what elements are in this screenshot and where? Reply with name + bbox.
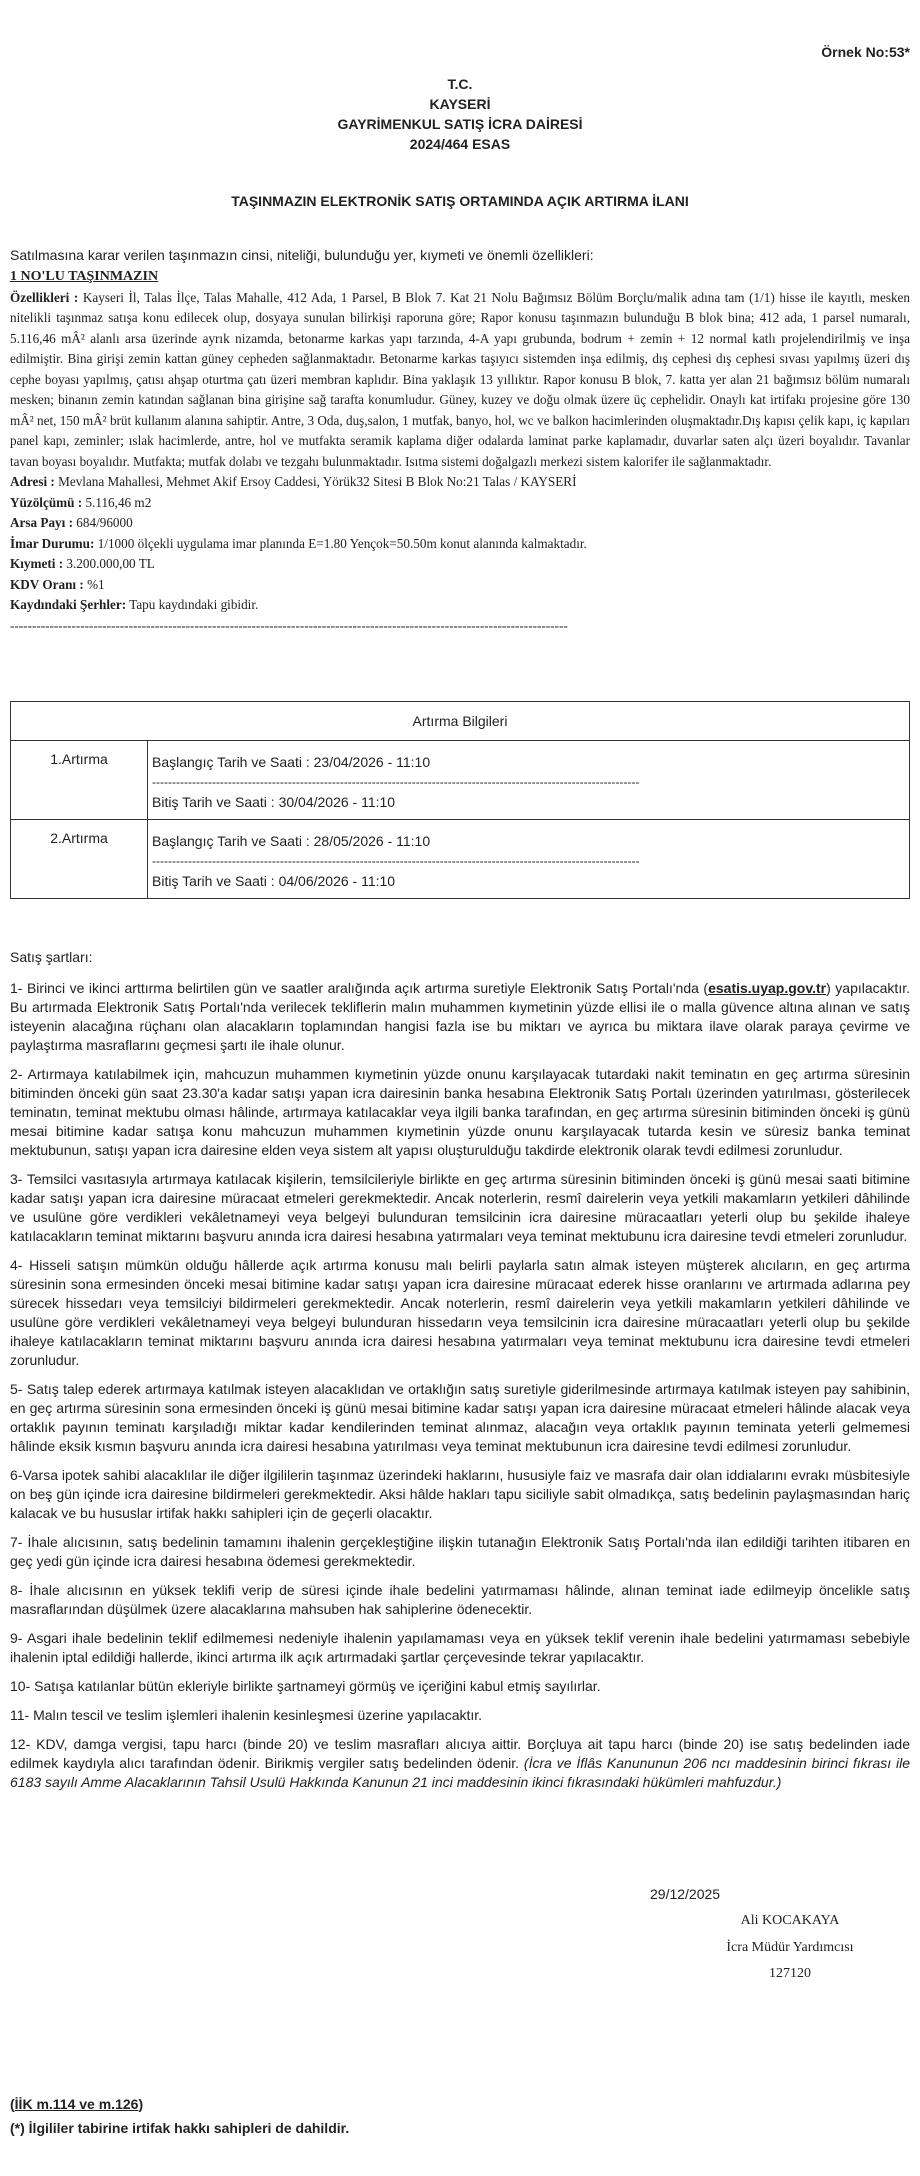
value-amount: 3.200.000,00 TL bbox=[63, 556, 155, 571]
auction-start: Başlangıç Tarih ve Saati : 23/04/2026 - 11:10 bbox=[152, 754, 431, 770]
term-2: 2- Artırmaya katılabilmek için, mahcuzun muhammen kıymetinin yüzde onunu karşılayacak tutardaki nakit teminatın en geç artırma süresinin bitiminden önceki gün saat 23.30'a kadar satışı yapan icra dairesinin banka hesabına Elektronik Satış Portalı üzerinden yatırılması, gösterilecek teminatın, teminat mektubu olması hâlinde, artırmaya katılacaklar veya ilgili banka tarafından, en geç artırma süresinin bitiminden önceki iş günü mesai bitimine kadar satışa konu mahcuzun muhammen kıymetinin yüzde onunu karşılayacak tutarda kesin ve süresiz banka teminat mektubunun, satışı yapan icra dairesine elden veya sistem alt yapısı oluşturulduğu takdirde elektronik olarak tevdi edilmesi zorunludur. bbox=[10, 1066, 910, 1158]
signatory-name: Ali KOCAKAYA bbox=[740, 1913, 840, 1928]
auction-end: Bitiş Tarih ve Saati : 04/06/2026 - 11:10 bbox=[152, 873, 396, 889]
property-area bbox=[10, 493, 910, 514]
share-value: 684/96000 bbox=[73, 515, 133, 530]
term-8: 8- İhale alıcısının en yüksek teklifi verip de süresi içinde ihale bedelini yatırmaması hâlinde, alınan teminat iade edilmeyip öncelikle satış masraflarından düşülmek üzere alacaklarına mahsuben hak sahiplerine ödenecektir. bbox=[10, 1582, 910, 1617]
term-5: 5- Satış talep ederek artırmaya katılmak isteyen alacaklıdan ve ortaklığın satış suretiyle giderilmesinde artırmaya katılmak isteyen pay sahibinin, en geç artırma süresinin sona ermesinden önceki iş günü mesai bitimine kadar satışı yapan icra dairesine müracaat etmeleri hâlinde alacak veya ortaklık payının teminatı karşıladığı miktar kadar kendilerinden teminat alınmaz, alacağın veya ortaklık payının teminata yeterli gelmemesi hâlinde eksik kısmın başvuru anında icra dairesi hesabına yatırılması veya teminat mektubunun icra dairesine tevdi edilmesi zorunludur. bbox=[10, 1381, 910, 1454]
document-title: TAŞINMAZIN ELEKTRONİK SATIŞ ORTAMINDA AÇIK ARTIRMA İLANI bbox=[231, 193, 689, 209]
address-value: Mevlana Mahallesi, Mehmet Akif Ersoy Caddesi, Yörük32 Sitesi B Blok No:21 Talas / KAYSERİ bbox=[54, 474, 577, 489]
vat-value: %1 bbox=[83, 576, 105, 592]
property-features bbox=[10, 288, 910, 473]
term-6: 6-Varsa ipotek sahibi alacaklılar ile diğer ilgililerin taşınmaz üzerindeki haklarını, hususiyle faiz ve masrafa dair olan iddialarını evrakı müsbitesiyle on beş gün içinde icra dairesine bildirmeleri gerekmektedir. Aksi hâlde hakları tapu siciliyle sabit olmadıkça, satış bedelinin paylaşmasından hariç kalacak ve bu hususlar irtifak hakkı sahipleri için de geçerli olacaktır. bbox=[10, 1467, 910, 1521]
auction-row bbox=[11, 741, 910, 820]
header-city: KAYSERİ bbox=[429, 96, 491, 112]
auction-start: Başlangıç Tarih ve Saati : 28/05/2026 - 11:10 bbox=[152, 833, 431, 849]
term-7: 7- İhale alıcısının, satış bedelinin tamamını ihalenin gerçekleştiğine ilişkin tutanağın Elektronik Satış Portalı'nda ilan edildiği tarihten itibaren en geç yedi gün içinde icra dairesi hesabına ödemesi gerekmektedir. bbox=[10, 1534, 910, 1569]
term-1-text: 1- Birinci ve ikinci arttırma belirtilen gün ve saatler aralığında açık artırma suretiyle Elektronik Satış Portalı'nda ( bbox=[10, 980, 709, 996]
esatis-link[interactable]: esatis.uyap.gov.tr bbox=[708, 980, 827, 996]
auction-dates bbox=[148, 820, 910, 899]
property-vat bbox=[10, 575, 910, 596]
footer-note: (*) İlgililer tabirine irtifak hakkı sahipleri de dahildir. bbox=[10, 2120, 350, 2136]
term-10: 10- Satışa katılanlar bütün ekleriyle birlikte şartnameyi görmüş ve içeriğini kabul etmiş sayılırlar. bbox=[10, 1678, 601, 1694]
header-case-number: 2024/464 ESAS bbox=[409, 136, 511, 152]
zoning-value: 1/1000 ölçekli uygulama imar planında E=1.80 Yençok=50.50m konut alanında kalmaktadır. bbox=[94, 535, 587, 551]
term-12-note: (İcra ve İflâs Kanununun 206 ncı maddesinin birinci fıkrası ile 6183 sayılı Amme Alacaklarının Tahsil Usulü Hakkında Kanunun 21 inci maddesinin ikinci fıkrasındaki hükümleri mahfuzdur.) bbox=[10, 1755, 910, 1790]
zoning-label: İmar Durumu: bbox=[10, 535, 95, 551]
property-value bbox=[10, 554, 910, 575]
property-zoning bbox=[10, 534, 910, 555]
term-3: 3- Temsilci vasıtasıyla artırmaya katılacak kişilerin, temsilcileriyle birlikte en geç artırma süresinin bitiminden önceki iş günü mesai saati bitimine kadar satışı yapan icra dairesine müracaat etmeleri gerekmektedir. Ancak noterlerin, resmî dairelerin veya yetkili makamların yetkileri dâhilinde ve usulüne göre verdikleri vekâletnameyi veya belgeyi bulunduran temsilcinin icra dairesine müracaatları yeterli olup bu şekilde ihaleye katılacakların teminat miktarını başvuru anında icra dairesi hesabına yatırmaları veya teminat mektubunu icra dairesine tevdi etmeleri zorunludur. bbox=[10, 1171, 910, 1244]
signatory-position: İcra Müdür Yardımcısı bbox=[726, 1940, 854, 1955]
area-value: 5.116,46 m2 bbox=[82, 494, 152, 510]
footer bbox=[10, 2092, 349, 2140]
footer-paren-open: ( bbox=[10, 2096, 15, 2112]
sale-terms bbox=[10, 948, 910, 1802]
auction-number: 2.Artırma bbox=[11, 820, 148, 899]
auction-row bbox=[11, 820, 910, 899]
share-label: Arsa Payı : bbox=[10, 515, 73, 530]
sample-number: Örnek No:53* bbox=[821, 44, 910, 60]
terms-heading: Satış şartları: bbox=[10, 949, 93, 965]
address-label: Adresi : bbox=[10, 474, 55, 489]
property-heading: 1 NO'LU TAŞINMAZIN bbox=[10, 269, 159, 284]
auction-separator: -------------------------------------------------------------------------------------------------------------------------- bbox=[152, 775, 640, 789]
value-label: Kıymeti : bbox=[10, 556, 64, 571]
property-separator: ------------------------------------------------------------------------------------------------------------------------------- bbox=[10, 617, 568, 633]
vat-label: KDV Oranı : bbox=[10, 576, 84, 592]
footer-reference bbox=[10, 2092, 349, 2116]
property-address bbox=[10, 472, 910, 493]
term-1-text-cont: ) yapılacaktır. Bu artırmada Elektronik Satış Portalı'nda verilecek tekliflerin malın muhammen kıymetinin yüzde ellisi ile o malla güvence altına alınan ve satış isteyenin alacağına rüçhanı olan alacakların toplamından hangisi fazla ise bu miktarı ve ayrıca bu miktara ilave olarak paraya çevirme ve paylaştırma masraflarını geçmesi şartı ile ihale olunur. bbox=[10, 980, 910, 1053]
auction-table bbox=[10, 701, 910, 899]
term-4: 4- Hisseli satışın mümkün olduğu hâllerde açık artırma konusu malı belirli paylarla satın almak isteyen müşterek alıcıların, en geç artırma süresinin sona ermesinden önceki mesai bitimine kadar satışı yapan icra dairesine müracaat ederek hisse oranlarını ve artırmada adlarına pey sürecek hissedarı veya temsilciyi bildirmeleri gerekmektedir. Ancak noterlerin, resmî dairelerin veya yetkili makamların yetkileri dâhilinde ve usulüne göre verdikleri vekâletnameyi veya belgeyi bulunduran hissedarın veya temsilcinin icra dairesine müracaatları yeterli olup bu şekilde ihaleye katılacakların teminat miktarını başvuru anında icra dairesi hesabına yatırmaları veya teminat mektubunu icra dairesine tevdi etmeleri zorunludur. bbox=[10, 1257, 910, 1368]
signature-date: 29/12/2025 bbox=[650, 1886, 721, 1902]
registry-label: Kaydındaki Şerhler: bbox=[10, 597, 127, 612]
auction-table-header: Artırma Bilgileri bbox=[11, 702, 910, 741]
header-office: GAYRİMENKUL SATIŞ İCRA DAİRESİ bbox=[337, 116, 583, 132]
auction-end: Bitiş Tarih ve Saati : 30/04/2026 - 11:10 bbox=[152, 794, 396, 810]
header-country: T.C. bbox=[447, 76, 473, 92]
footer-paren-close: ) bbox=[138, 2096, 144, 2112]
intro-text: Satılmasına karar verilen taşınmazın cinsi, niteliği, bulunduğu yer, kıymeti ve önemli özellikleri: bbox=[10, 247, 594, 263]
property-registry bbox=[10, 595, 910, 616]
features-label: Özellikleri : bbox=[10, 289, 79, 305]
property-share bbox=[10, 513, 910, 534]
auction-number: 1.Artırma bbox=[11, 741, 148, 820]
signatory-number: 127120 bbox=[769, 1966, 811, 1981]
document-header bbox=[0, 74, 920, 154]
features-text: Kayseri İl, Talas İlçe, Talas Mahalle, 412 Ada, 1 Parsel, B Blok 7. Kat 21 Nolu Bağımsız Bölüm Borçlu/malik adına tam (1/1) hisse ile kayıtlı, mesken nitelikli taşınmaz satışa konu edilecek olup, dosyaya sunulan bilirkişi raporuna göre; Rapor konusu taşınmazın bulunduğu B blok bina; 412 ada, 1 parsel numaralı, 5.116,46 mÂ² alanlı arsa üzerinde ayrık nizamda, betonarme karkas yapı tarzında, 4-A yapı grubunda, bodrum + zemin + 12 normal katlı projelendirilmiş ve inşa edilmiştir. Bina girişi zemin kattan güney cepheden sağlanmaktadır. Betonarme karkas taşıyıcı sistemden inşa edilmiş, dış cephesi dış cephesi sıvası yapılmış üzeri dış cephe boyası yapılmış, çatısı ahşap oturtma çatı üzeri membran kaplıdır. Bina yaklaşık 13 yıllıktır. Rapor konusu B blok, 7. katta yer alan 21 bağımsız bölüm numaralı mesken; binanın zemin katından sağlanan bina girişine sağ tarafta konumludur. Güney, kuzey ve doğu olmak üzere üç cephelidir. Onaylı kat irtifakı projesine göre 130 mÂ² net, 150 mÂ² brüt kullanım alanına sahiptir. Antre, 3 Oda, duş,salon, 1 mutfak, banyo, hol, wc ve balkon hacimlerinden oluşmaktadır.Dış kapısı çelik kapı, iç kapıları panel kapı, zeminler; ıslak hacimlerde, antre, hol ve mutfakta seramik kaplama diğer odalarda laminat parke kaplamadır, duvarlar saten alçı üzeri boyalıdır. Tavanlar tavan boyası boyalıdır. Mutfakta; mutfak dolabı ve tezgahı bulunmaktadır. Isıtma sistemi doğalgazlı merkezi sistem kalorifer ile sağlanmaktadır. bbox=[10, 289, 910, 469]
footer-law-link[interactable]: İİK m.114 ve m.126 bbox=[14, 2096, 139, 2112]
auction-separator: -------------------------------------------------------------------------------------------------------------------------- bbox=[152, 854, 640, 868]
term-12-text: 12- KDV, damga vergisi, tapu harcı (binde 20) ve teslim masrafları alıcıya aittir. Borçluya ait tapu harcı (binde 20) ise satış bedelinden iade edilmek kaydıyla alıcı tarafından ödenir. Birikmiş vergiler satış bedelinden ödenir. bbox=[10, 1736, 910, 1771]
property-section bbox=[10, 267, 910, 636]
area-label: Yüzölçümü : bbox=[10, 494, 83, 510]
term-1 bbox=[10, 979, 910, 1055]
term-12 bbox=[10, 1735, 910, 1792]
term-11: 11- Malın tescil ve teslim işlemleri ihalenin kesinleşmesi üzerine yapılacaktır. bbox=[10, 1707, 483, 1723]
term-9: 9- Asgari ihale bedelinin teklif edilmemesi nedeniyle ihalenin yapılamaması veya en yüksek teklif verenin ihale bedelini yatırmaması sebebiyle ihalenin iptal edildiği hallerde, ikinci artırma ilk açık artırmadaki şartlar çerçevesinde tekrar yapılacaktır. bbox=[10, 1630, 910, 1665]
registry-value: Tapu kaydındaki gibidir. bbox=[126, 597, 259, 612]
auction-dates bbox=[148, 741, 910, 820]
